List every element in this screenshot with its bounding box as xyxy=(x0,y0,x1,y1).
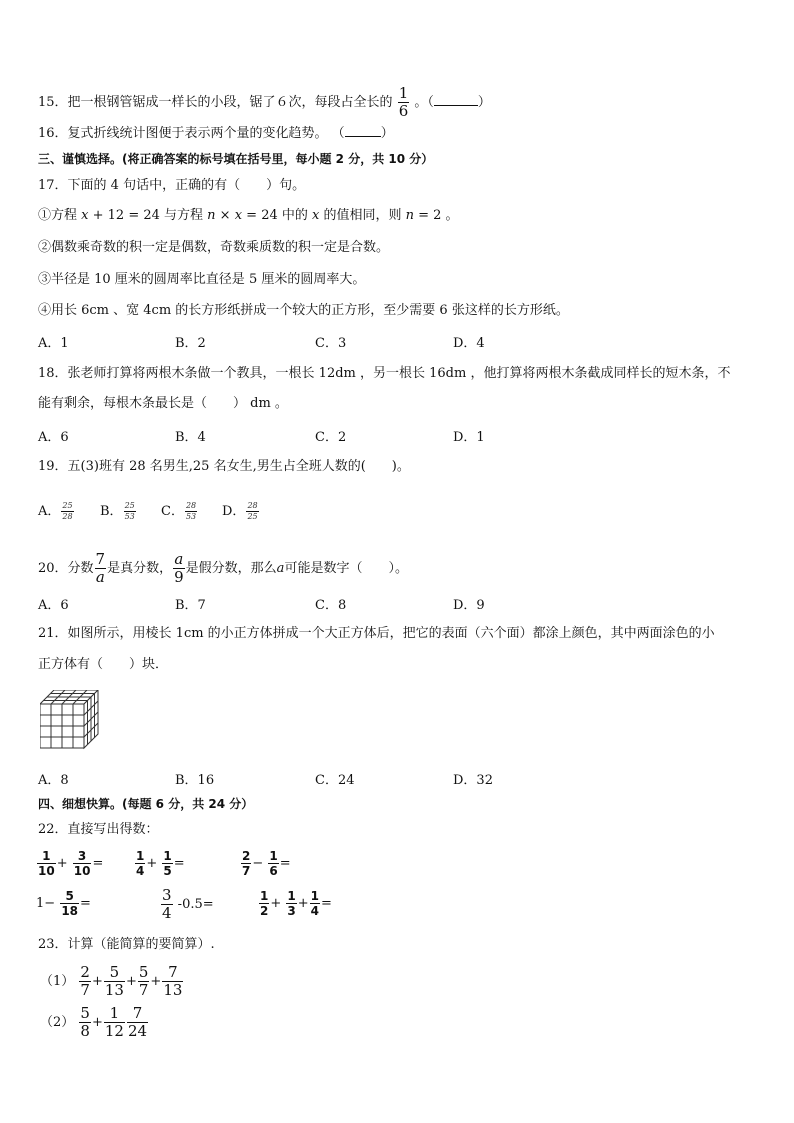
q22-expr-2: $\frac{1}{4}$ + $\frac{1}{5}$ = xyxy=(136,849,185,878)
q17-statement-1: ①方程 x + 12 = 24 与方程 n × x = 24 中的 x 的值相同，则 n = 2 。 xyxy=(38,208,459,223)
q16-text: 16．复式折线统计图便于表示两个量的变化趋势。 （ xyxy=(38,126,345,141)
q15-answer-blank[interactable] xyxy=(434,93,478,106)
q15-prefix: 15．把一根钢管锯成一样长的小段，锯了６次，每段占全长的 xyxy=(38,95,393,110)
q18-option-d[interactable]: D．1 xyxy=(453,430,485,445)
q16-answer-blank[interactable] xyxy=(345,124,381,137)
q20-option-c[interactable]: C．8 xyxy=(315,598,347,613)
q22-expr-3: $\frac{2}{7}$ − $\frac{1}{6}$ = xyxy=(242,849,291,878)
q18-line-2: 能有剩余，每根木条最长是（ ） dm 。 xyxy=(38,396,288,411)
q21-option-b[interactable]: B．16 xyxy=(175,773,215,788)
q23-part-1: （1） $\frac{2}{7}$ + $\frac{5}{13}$ + $\frac{5}{7}$ + $\frac{7}{13}$ xyxy=(40,963,183,999)
q15-suffix: 。（ xyxy=(414,95,434,110)
q20-option-d[interactable]: D．9 xyxy=(453,598,485,613)
q19-option-c[interactable]: C． $\frac{28}{53}$ xyxy=(161,501,197,521)
q23-stem: 23．计算（能简算的要简算）. xyxy=(38,937,215,952)
q22-expr-5: $\frac{3}{4}$ -0.5= xyxy=(162,886,214,922)
q20-fraction-1: $\frac{7}{a}$ xyxy=(95,550,106,586)
q21-option-d[interactable]: D．32 xyxy=(453,773,493,788)
q18-option-a[interactable]: A．6 xyxy=(38,430,69,445)
q16-line: 16．复式折线统计图便于表示两个量的变化趋势。 （ ） xyxy=(38,126,394,141)
q20-line: 20．分数 $\frac{7}{a}$ 是真分数， $\frac{a}{9}$ 是假分数，那么a可能是数字（ ）。 xyxy=(38,550,408,586)
q21-option-a[interactable]: A．8 xyxy=(38,773,69,788)
q21-line-1: 21．如图所示，用棱长 1cm 的小正方体拼成一个大正方体后，把它的表面（六个面）都涂上颜色，其中两面涂色的小 xyxy=(38,626,715,641)
q17-option-a[interactable]: A．1 xyxy=(38,336,69,351)
q22-expr-6: $\frac{1}{2}$ + $\frac{1}{3}$ + $\frac{1}{4}$ = xyxy=(260,889,332,918)
q17-stem: 17．下面的 4 句话中，正确的有（ ）句。 xyxy=(38,178,306,193)
q17-statement-2: ②偶数乘奇数的积一定是偶数，奇数乘质数的积一定是合数。 xyxy=(38,240,390,255)
q20-option-b[interactable]: B．7 xyxy=(175,598,206,613)
q19-option-b[interactable]: B． $\frac{25}{53}$ xyxy=(100,501,135,521)
cube-diagram xyxy=(40,690,102,750)
q17-option-d[interactable]: D．4 xyxy=(453,336,485,351)
q17-option-c[interactable]: C．3 xyxy=(315,336,347,351)
section3-title: 三、谨慎选择。(将正确答案的标号填在括号里，每小题 2 分，共 10 分） xyxy=(38,152,434,166)
q21-line-2: 正方体有（ ）块． xyxy=(38,657,169,672)
q17-statement-4: ④用长 6cm 、宽 4cm 的长方形纸拼成一个较大的正方形，至少需要 6 张这样的长方形纸。 xyxy=(38,303,569,318)
cube-figure xyxy=(40,690,102,754)
section4-title: 四、细想快算。(每题 6 分，共 24 分） xyxy=(38,797,254,811)
q18-option-c[interactable]: C．2 xyxy=(315,430,347,445)
q22-expr-4: 1− $\frac{5}{18}$ = xyxy=(36,889,91,918)
q18-line-1: 18．张老师打算将两根木条做一个教具，一根长 12dm ，另一根长 16dm ，他打算将两根木条截成同样长的短木条，不 xyxy=(38,366,731,381)
q17-option-b[interactable]: B．2 xyxy=(175,336,206,351)
q20-option-a[interactable]: A．6 xyxy=(38,598,69,613)
q23-part-2: （2） $\frac{5}{8}$ + $\frac{1}{12}$ $\frac{7}{24}$ xyxy=(40,1004,148,1040)
q19-option-a[interactable]: A． $\frac{25}{28}$ xyxy=(38,501,73,521)
q19-stem: 19．五(3)班有 28 名男生,25 名女生,男生占全班人数的( )。 xyxy=(38,459,410,474)
q20-fraction-2: $\frac{a}{9}$ xyxy=(174,550,184,586)
q15-fraction: $\frac{1}{6}$ xyxy=(398,84,409,120)
q15-line: 15．把一根钢管锯成一样长的小段，锯了６次，每段占全长的 $\frac{1}{6}$ 。（ ） xyxy=(38,84,491,120)
q21-option-c[interactable]: C．24 xyxy=(315,773,355,788)
q22-expr-1: $\frac{1}{10}$ + $\frac{3}{10}$ = xyxy=(38,849,104,878)
q17-statement-3: ③半径是 10 厘米的圆周率比直径是 5 厘米的圆周率大。 xyxy=(38,272,366,287)
q18-option-b[interactable]: B．4 xyxy=(175,430,206,445)
q19-option-d[interactable]: D． $\frac{28}{25}$ xyxy=(222,501,258,521)
q22-stem: 22．直接写出得数： xyxy=(38,822,159,837)
